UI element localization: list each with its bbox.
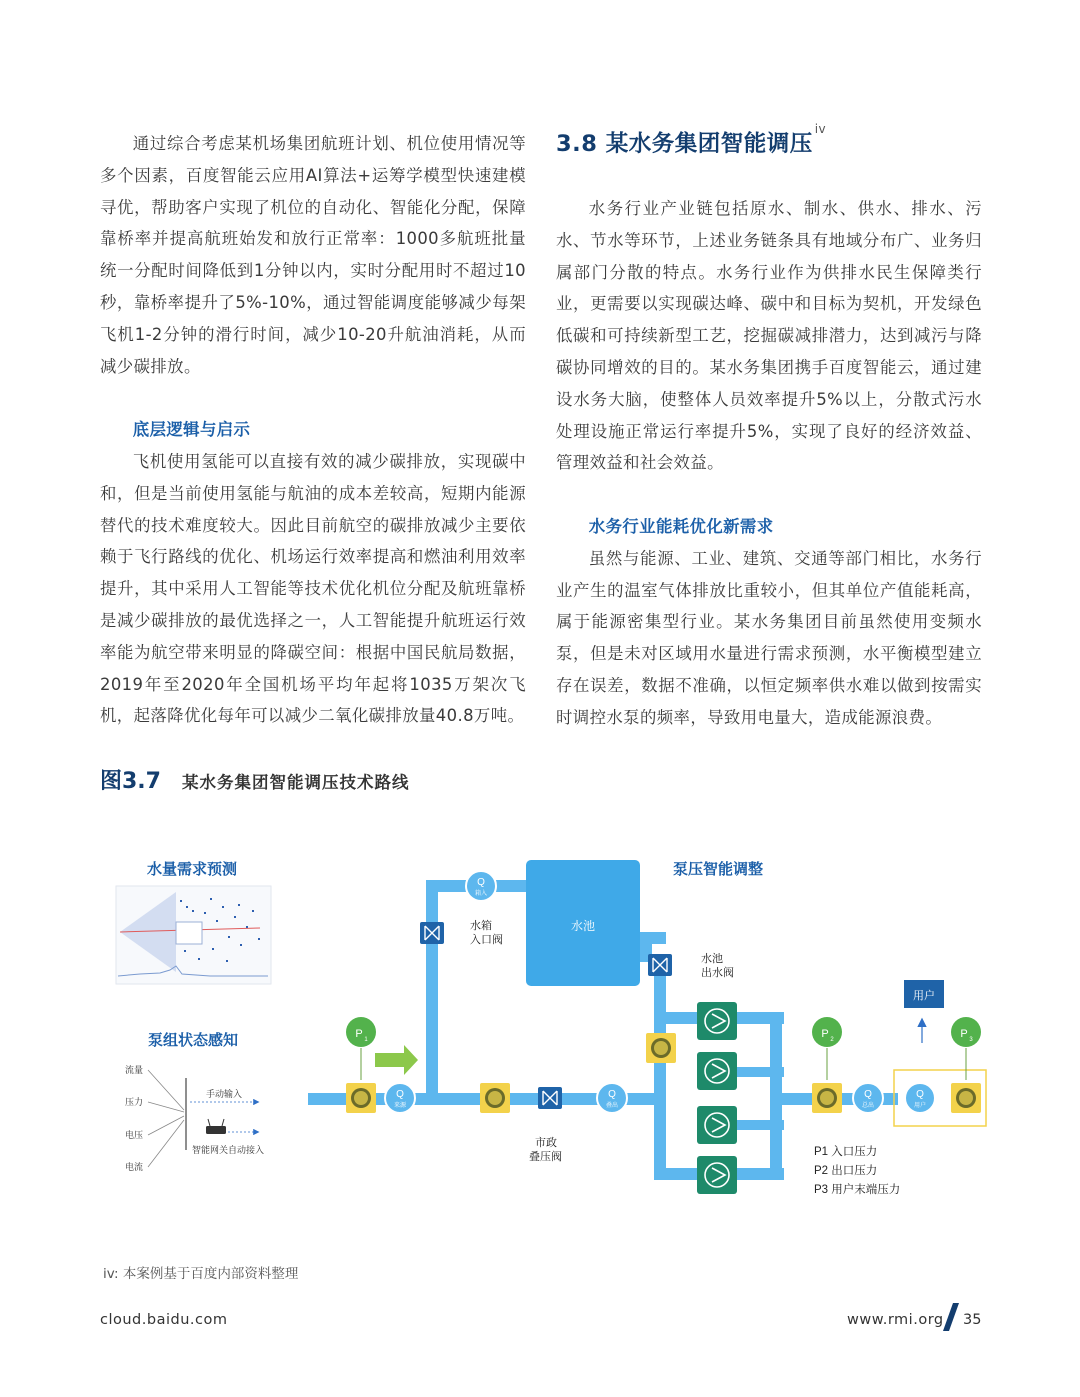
sensing-item: 电流	[125, 1162, 144, 1172]
gateway-icon	[206, 1119, 226, 1134]
sensor-icon	[646, 1033, 676, 1063]
svg-text:P: P	[960, 1028, 968, 1040]
svg-text:2: 2	[830, 1037, 834, 1043]
svg-text:总出: 总出	[861, 1103, 875, 1109]
pump-title: 泵压智能调整	[673, 861, 764, 878]
sensing-lines	[148, 1070, 186, 1167]
city-valve-label-2: 叠压阀	[529, 1151, 562, 1163]
pump-icon	[697, 1052, 737, 1090]
sensor-icon	[480, 1083, 510, 1113]
figure-caption: 某水务集团智能调压技术路线	[182, 773, 410, 792]
right-paragraph-2: 虽然与能源、工业、建筑、交通等部门相比，水务行业产生的温室气体排放比重较小，但其单位产值能耗高，属于能源密集型行业。某水务集团目前虽然使用变频水泵，但是未对区域用水量进行需求预测，水平衡模型建立存在误差，数据不准确，以恒定频率供水难以做到按需实时调控水泵的频率，导致用电量大，造成能源浪费。	[556, 548, 982, 727]
tank-inlet-valve-icon	[420, 922, 444, 944]
water-pressure-diagram	[100, 840, 1000, 1210]
left-paragraph-1: 通过综合考虑某机场集团航班计划、机位使用情况等多个因素，百度智能云应用AI算法+运筹学模型快速建模寻优，帮助客户实现了机位的自动化、智能化分配，保障靠桥率并提高航班始发和放行正常率：1000多航班批量统一分配时间降低到1分钟以内，实时分配用时不超过10秒，靠桥率提升了5%-10%，通过智能调度能够减少每架飞机1-2分钟的滑行时间，减少10-20升航油消耗，从而减少碳排放。	[100, 134, 526, 376]
legend-p2: P2 出口压力	[814, 1165, 878, 1177]
manual-input-label: 手动输入	[206, 1089, 243, 1099]
tank-valve-label-2: 入口阀	[470, 934, 503, 946]
svg-text:Q: Q	[608, 1089, 616, 1100]
sensor-icon	[346, 1083, 376, 1113]
footer-website-left: cloud.baidu.com	[100, 1312, 228, 1328]
svg-text:来源: 来源	[393, 1103, 407, 1109]
left-subheading: 底层逻辑与启示	[132, 420, 251, 440]
sensing-item: 流量	[125, 1065, 144, 1075]
city-valve-label-1: 市政	[535, 1137, 557, 1149]
pressure-sensor-p2	[812, 1017, 842, 1080]
figure-number: 图3.7	[100, 769, 161, 794]
right-paragraph-1: 水务行业产业链包括原水、制水、供水、排水、污水、节水等环节，上述业务链条具有地域分布广、业务归属部门分散的特点。水务行业作为供排水民生保障类行业，更需要以实现碳达峰、碳中和目标为契机，开发绿色低碳和可持续新型工艺，挖掘碳减排潜力，达到减污与降碳协同增效的目的。某水务集团携手百度智能云，通过建设水务大脑，使整体人员效率提升5%以上，分散式污水处理设施正常运行率提升5%，实现了良好的经济效益、管理效益和社会效益。	[556, 199, 982, 473]
sensing-item: 电压	[125, 1130, 144, 1140]
page-number: 35	[963, 1312, 982, 1328]
section-title	[556, 122, 827, 158]
user-box-label: 用户	[913, 990, 935, 1002]
flow-meter-booster-out	[597, 1083, 627, 1113]
svg-text:Q: Q	[916, 1089, 924, 1100]
sensing-title: 泵组状态感知	[148, 1032, 239, 1049]
sensor-icon	[812, 1083, 842, 1113]
tank-valve-label-1: 水箱	[470, 920, 492, 932]
pump-icon	[697, 1002, 737, 1040]
forecast-chart-thumbnail	[116, 886, 271, 984]
right-column	[556, 193, 982, 734]
sensor-icon	[951, 1083, 981, 1113]
left-column	[100, 128, 526, 732]
pool-valve-label-2: 出水阀	[701, 967, 734, 979]
svg-text:箱入: 箱入	[474, 891, 488, 897]
section-title-text: 3.8 某水务集团智能调压	[556, 131, 813, 157]
svg-text:P: P	[821, 1028, 829, 1040]
gateway-input-label: 智能网关自动接入	[192, 1145, 265, 1155]
svg-text:P: P	[355, 1028, 363, 1040]
footnote: iv: 本案例基于百度内部资料整理	[103, 1266, 299, 1282]
footer-website-right: www.rmi.org	[847, 1312, 944, 1328]
flow-meter-user	[905, 1083, 935, 1113]
sensing-list	[125, 1064, 143, 1172]
pump-icon	[697, 1156, 737, 1194]
pool-outlet-valve-icon	[648, 954, 672, 976]
pool-valve-label-1: 水池	[701, 953, 723, 965]
svg-text:Q: Q	[477, 877, 485, 888]
svg-text:用户: 用户	[913, 1103, 927, 1109]
legend-p1: P1 入口压力	[814, 1146, 878, 1158]
forecast-title: 水量需求预测	[147, 861, 238, 878]
svg-text:3: 3	[969, 1037, 973, 1043]
flow-meter-total-out	[853, 1083, 883, 1113]
svg-text:叠出: 叠出	[605, 1103, 619, 1109]
legend-p3: P3 用户末端压力	[814, 1184, 901, 1196]
left-paragraph-2: 飞机使用氢能可以直接有效的减少碳排放，实现碳中和，但是当前使用氢能与航油的成本差较高，短期内能源替代的技术难度较大。因此目前航空的碳排放减少主要依赖于飞行路线的优化、机场运行效率提高和燃油利用效率提升，其中采用人工智能等技术优化机位分配及航班靠桥是减少碳排放的最优选择之一，人工智能提升航班运行效率能为航空带来明显的降碳空间：根据中国民航局数据，2019年至2020年全国机场平均年起将1035万架次飞机，起落降优化每年可以减少二氧化碳排放量40.8万吨。	[100, 451, 526, 726]
flow-direction-arrow	[375, 1045, 418, 1075]
footer-slash-icon	[943, 1303, 959, 1331]
pump-icon	[697, 1106, 737, 1144]
flow-meter-tank-in	[466, 871, 496, 901]
svg-text:Q: Q	[396, 1089, 404, 1100]
right-subheading: 水务行业能耗优化新需求	[588, 516, 774, 536]
pressure-sensor-p1	[346, 1017, 376, 1080]
city-valve-icon	[538, 1087, 562, 1109]
pool-label: 水池	[570, 919, 596, 933]
section-ref: iv	[814, 122, 827, 136]
flow-meter-source	[385, 1083, 415, 1113]
sensing-item: 压力	[125, 1097, 144, 1107]
svg-text:1: 1	[364, 1037, 368, 1043]
svg-text:Q: Q	[864, 1089, 872, 1100]
